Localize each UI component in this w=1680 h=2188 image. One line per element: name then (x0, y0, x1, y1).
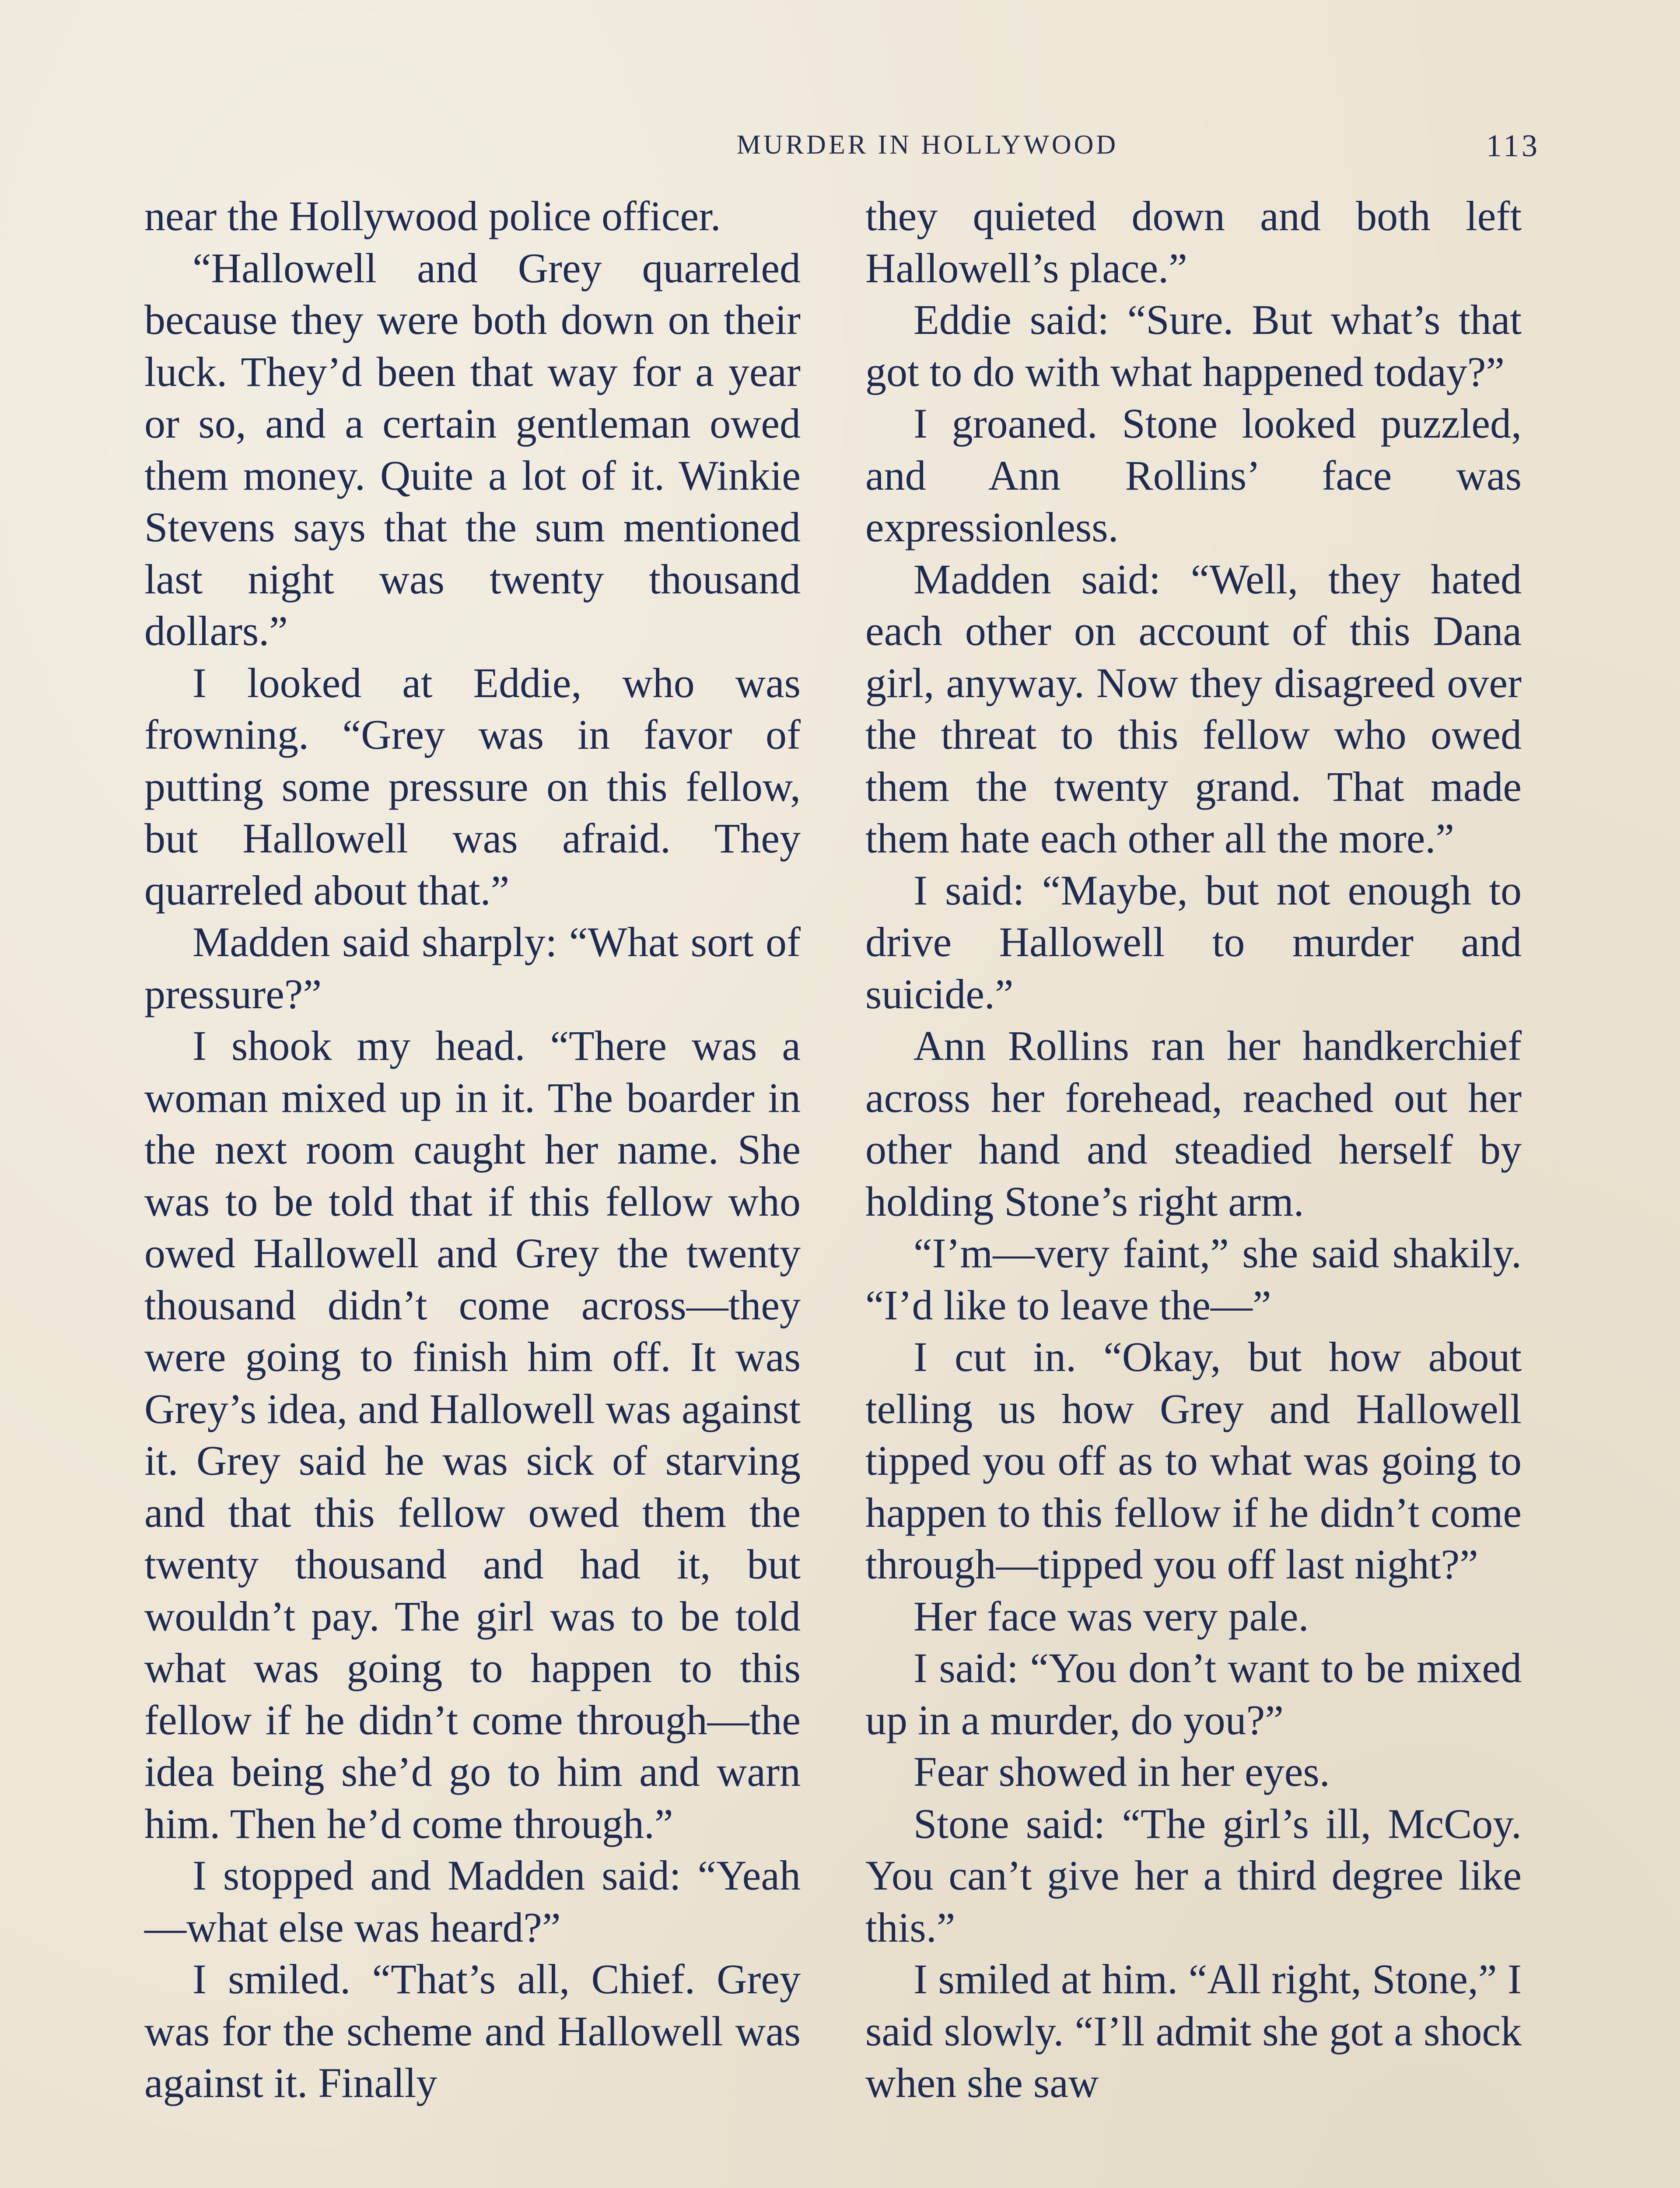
right-text-column (865, 190, 1522, 2109)
paragraph: I looked at Eddie, who was frowning. “Grey was in favor of putting some pressure on this fellow, but Hallowell was afraid. They quarreled about that.” (144, 659, 801, 914)
paragraph: “Hallowell and Grey quarreled because they were both down on their luck. They’d been that way for a year or so, and a certain gentleman owed them money. Quite a lot of it. Winkie Stevens says that the sum mentioned last night was twenty thousand dollars.” (144, 244, 801, 654)
paragraph: I stopped and Madden said: “Yeah—what else was heard?” (144, 1852, 801, 1951)
paragraph: I groaned. Stone looked puzzled, and Ann Rollins’ face was expressionless. (865, 400, 1522, 551)
paragraph: “I’m—very faint,” she said shakily. “I’d like to leave the—” (865, 1230, 1522, 1329)
paragraph: Fear showed in her eyes. (914, 1748, 1330, 1795)
paragraph: I smiled. “That’s all, Chief. Grey was for the scheme and Hallowell was against it. Finally (144, 1956, 801, 2106)
paragraph: they quieted down and both left Hallowell’s place.” (865, 193, 1522, 291)
paragraph: I smiled at him. “All right, Stone,” I said slowly. “I’ll admit she got a shock when she saw (865, 1956, 1522, 2106)
paragraph: I cut in. “Okay, but how about telling us how Grey and Hallowell tipped you off as to what was going to happen to this fellow if he didn’t come through—tipped you off last night?” (865, 1333, 1522, 1588)
paragraph: I shook my head. “There was a woman mixed up in it. The boarder in the next room caught her name. She was to be told that if this fellow who owed Hallowell and Grey the twenty thousand didn’t come across—they were going to finish him off. It was Grey’s idea, and Hallowell was against it. Grey said he was sick of starving and that this fellow owed them the twenty thousand and had it, but wouldn’t pay. The girl was to be told what was going to happen to this fellow if he didn’t come through—the idea being she’d go to him and warn him. Then he’d come through.” (144, 1022, 801, 1847)
paragraph: Stone said: “The girl’s ill, McCoy. You can’t give her a third degree like this.” (865, 1800, 1522, 1951)
paragraph: Eddie said: “Sure. But what’s that got to do with what happened today?” (865, 296, 1522, 395)
running-title: MURDER IN HOLLYWOOD (736, 130, 1119, 160)
paragraph: Madden said: “Well, they hated each other on account of this Dana girl, anyway. Now they disagreed over the threat to this fellow who owed them the twenty grand. That made them hate each other all the more.” (865, 555, 1522, 862)
page-header (144, 128, 1540, 182)
paragraph: Ann Rollins ran her handkerchief across her forehead, reached out her other hand and steadied herself by holding Stone’s right arm. (865, 1022, 1522, 1225)
paragraph: I said: “Maybe, but not enough to drive Hallowell to murder and suicide.” (865, 866, 1522, 1017)
left-text-column (144, 190, 801, 2109)
paragraph: Madden said sharply: “What sort of pressure?” (144, 919, 801, 1017)
paragraph: Her face was very pale. (914, 1592, 1309, 1640)
page-number: 113 (1486, 128, 1540, 163)
paragraph: I said: “You don’t want to be mixed up in a murder, do you?” (865, 1645, 1522, 1743)
paragraph: near the Hollywood police officer. (144, 193, 721, 239)
